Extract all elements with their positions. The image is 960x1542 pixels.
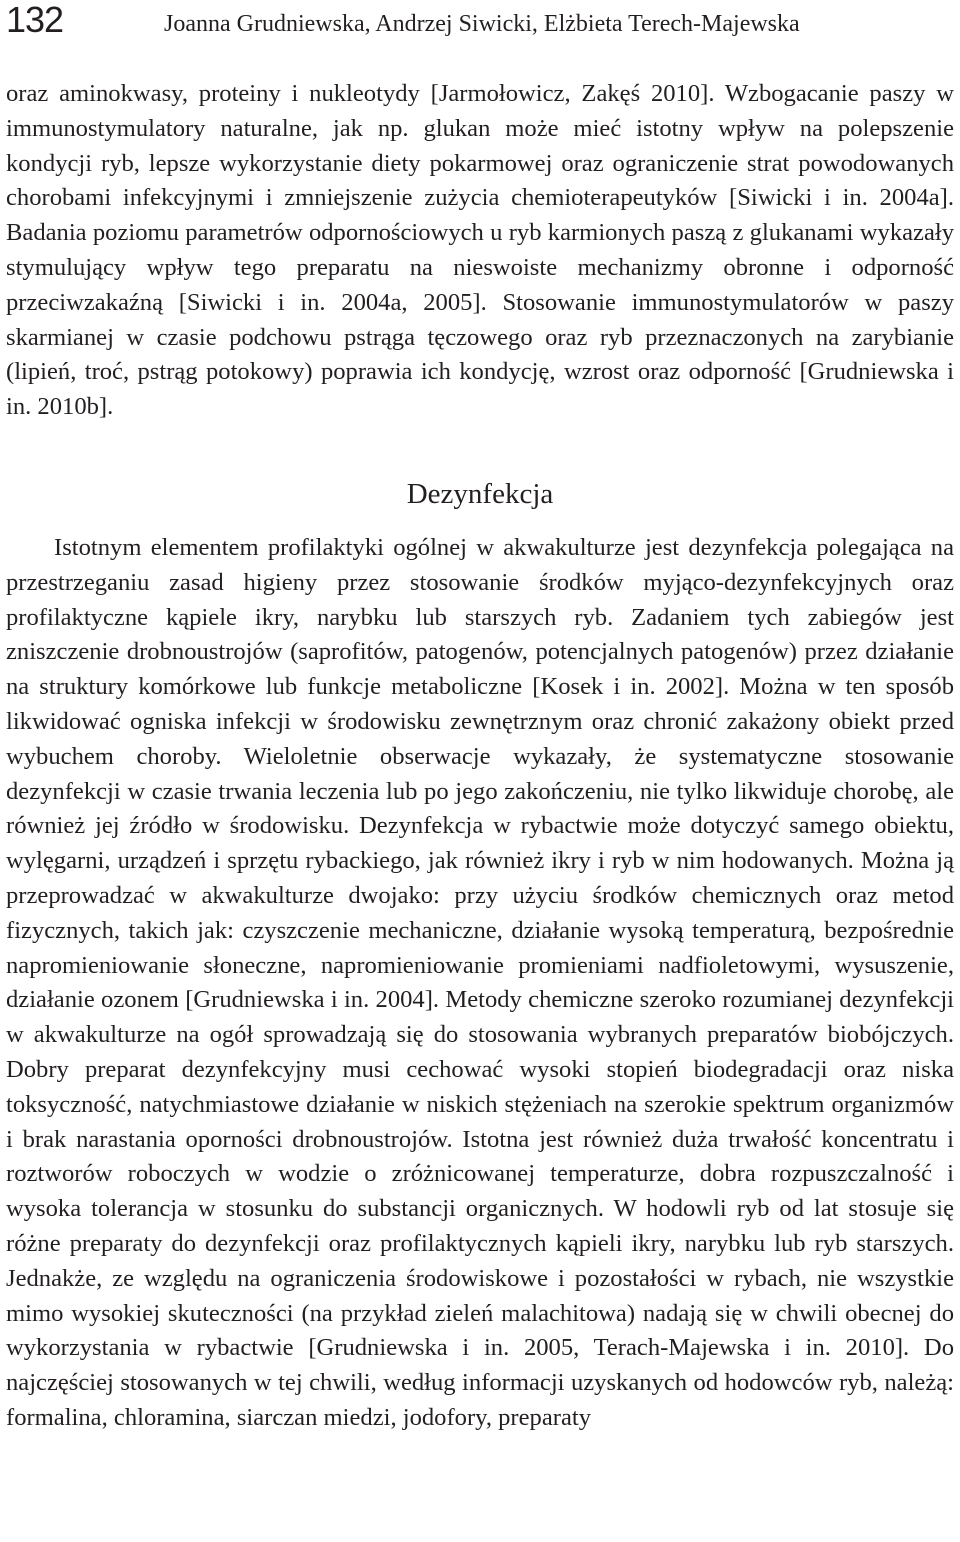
section-title: Dezynfekcja	[406, 478, 554, 510]
running-head-authors: Joanna Grudniewska, Andrzej Siwicki, Elżbieta Terech-Majewska	[164, 11, 800, 37]
page-header	[6, 0, 954, 40]
paragraph-text: Istotnym elementem profilaktyki ogólnej w akwakulturze jest dezynfekcja polegająca na przestrzeganiu zasad higieny przez stosowanie środków myjąco-dezynfekcyjnych oraz profilaktyczne kąpiele ikry, narybku lub starszych ryb. Zadaniem tych zabiegów jest zniszczenie drobnoustrojów (saprofitów, patogenów, potencjalnych patogenów) przez działanie na struktury komórkowe lub funkcje metaboliczne [Kosek i in. 2002]. Można w ten sposób likwidować ogniska infekcji w środowisku zewnętrznym oraz chronić zakażony obiekt przed wybuchem choroby. Wieloletnie obserwacje wykazały, że systematyczne stosowanie dezynfekcji w czasie trwania leczenia lub po jego zakończeniu, nie tylko likwiduje chorobę, ale również jej źródło w środowisku. Dezynfekcja w rybactwie może dotyczyć samego obiektu, wylęgarni, urządzeń i sprzętu rybackiego, jak również ikry i ryb w nim hodowanych. Można ją przeprowadzać w akwakulturze dwojako: przy użyciu środków chemicznych oraz metod fizycznych, takich jak: czyszczenie mechaniczne, działanie wysoką temperaturą, bezpośrednie napromieniowanie słoneczne, napromieniowanie promieniami nadfioletowymi, wysuszenie, działanie ozonem [Grudniewska i in. 2004]. Metody chemiczne szeroko rozumianej dezynfekcji w akwakulturze na ogół sprowadzają się do stosowania wybranych preparatów biobójczych. Dobry preparat dezynfekcyjny musi cechować wysoki stopień biodegradacji oraz niska toksyczność, natychmiastowe działanie w niskich stężeniach na szerokie spektrum organizmów i brak narastania oporności drobnoustrojów. Istotna jest również duża trwałość koncentratu i roztworów roboczych w wodzie o zróżnicowanej temperaturze, dobra rozpuszczalność i wysoka tolerancja w stosunku do substancji organicznych. W hodowli ryb od lat stosuje się różne preparaty do dezynfekcji oraz profilaktycznych kąpieli ikry, narybku lub ryb starszych. Jednakże, ze względu na ograniczenia środowiskowe i pozostałości w rybach, nie wszystkie mimo wysokiej skuteczności (na przykład zieleń malachitowa) nadają się w chwili obecnej do wykorzystania w rybactwie [Grudniewska i in. 2005, Terach-Majewska i in. 2010]. Do najczęściej stosowanych w tej chwili, według informacji uzyskanych od hodowców ryb, należą: formalina, chloramina, siarczan miedzi, jodofory, preparaty	[6, 534, 954, 1431]
body-paragraph-1	[6, 77, 954, 425]
page-number: 132	[6, 0, 64, 40]
body-paragraph-2	[6, 531, 954, 1436]
paragraph-text: oraz aminokwasy, proteiny i nukleotydy [Jarmołowicz, Zakęś 2010]. Wzbogacanie paszy w immunostymulatory naturalne, jak np. glukan może mieć istotny wpływ na polepszenie kondycji ryb, lepsze wykorzystanie diety pokarmowej oraz ograniczenie strat powodowanych chorobami infekcyjnymi i zmniejszenie zużycia chemioterapeutyków [Siwicki i in. 2004a]. Badania poziomu parametrów odpornościowych u ryb karmionych paszą z glukanami wykazały stymulujący wpływ tego preparatu na nieswoiste mechanizmy obronne i odporność przeciwzakaźną [Siwicki i in. 2004a, 2005]. Stosowanie immunostymulatorów w paszy skarmianej w czasie podchowu pstrąga tęczowego oraz ryb przeznaczonych na zarybianie (lipień, troć, pstrąg potokowy) poprawia ich kondycję, wzrost oraz odporność [Grudniewska i in. 2010b].	[6, 80, 954, 421]
